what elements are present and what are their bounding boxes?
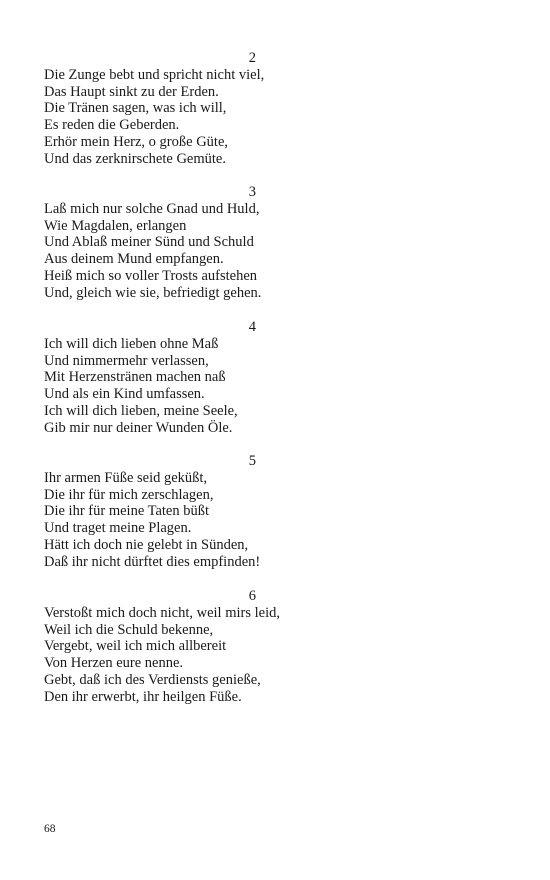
verse-line: Aus deinem Mund empfangen. [44,251,224,268]
verse-line: Heiß mich so voller Trosts aufstehen [44,267,258,284]
verse-line: Es reden die Geberden. [44,117,180,134]
stanza-6 [44,588,344,706]
verse-line: Ihr armen Füße seid geküßt, [44,469,208,486]
verse-line: Das Haupt sinkt zu der Erden. [44,83,219,100]
verse-line: Von Herzen eure nenne. [44,655,184,672]
page-number: 68 [44,823,56,835]
verse-line: Und das zerknirschete Gemüte. [44,150,226,167]
stanza-number: 3 [248,184,256,200]
verse-line: Die Tränen sagen, was ich will, [44,100,227,117]
verse-line: Ich will dich lieben, meine Seele, [44,402,238,419]
stanza-4 [44,319,344,437]
verse-line: Gebt, daß ich des Verdiensts genieße, [44,671,261,688]
verse-line: Vergebt, weil ich mich allbereit [44,638,227,655]
stanza-3 [44,184,344,302]
stanza-number: 2 [248,50,256,66]
verse-line: Die ihr für mich zerschlagen, [44,486,214,503]
verse-line: Die Zunge bebt und spricht nicht viel, [44,66,265,83]
stanza-number: 6 [248,588,256,604]
verse-line: Erhör mein Herz, o große Güte, [44,133,229,150]
verse-line: Verstoßt mich doch nicht, weil mirs leid, [44,604,280,621]
stanza-2 [44,50,344,168]
verse-line: Und nimmermehr verlassen, [44,352,209,369]
verse-line: Die ihr für meine Taten büßt [44,503,210,520]
verse-line: Gib mir nur deiner Wunden Öle. [44,419,233,436]
verse-line: Mit Herzenstränen machen naß [44,369,226,386]
verse-line: Laß mich nur solche Gnad und Huld, [44,200,260,217]
stanza-5 [44,453,344,571]
stanza-number: 4 [248,319,256,335]
verse-line: Hätt ich doch nie gelebt in Sünden, [44,536,249,553]
verse-line: Weil ich die Schuld bekenne, [44,621,214,638]
verse-line: Daß ihr nicht dürftet dies empfinden! [44,553,261,570]
verse-line: Und als ein Kind umfassen. [44,386,205,403]
verse-line: Den ihr erwerbt, ihr heilgen Füße. [44,688,242,705]
verse-line: Und, gleich wie sie, befriedigt gehen. [44,284,262,301]
verse-line: Ich will dich lieben ohne Maß [44,335,219,352]
verse-line: Und traget meine Plagen. [44,520,192,537]
stanza-number: 5 [248,453,256,469]
verse-line: Und Ablaß meiner Sünd und Schuld [44,234,254,251]
verse-line: Wie Magdalen, erlangen [44,217,187,234]
